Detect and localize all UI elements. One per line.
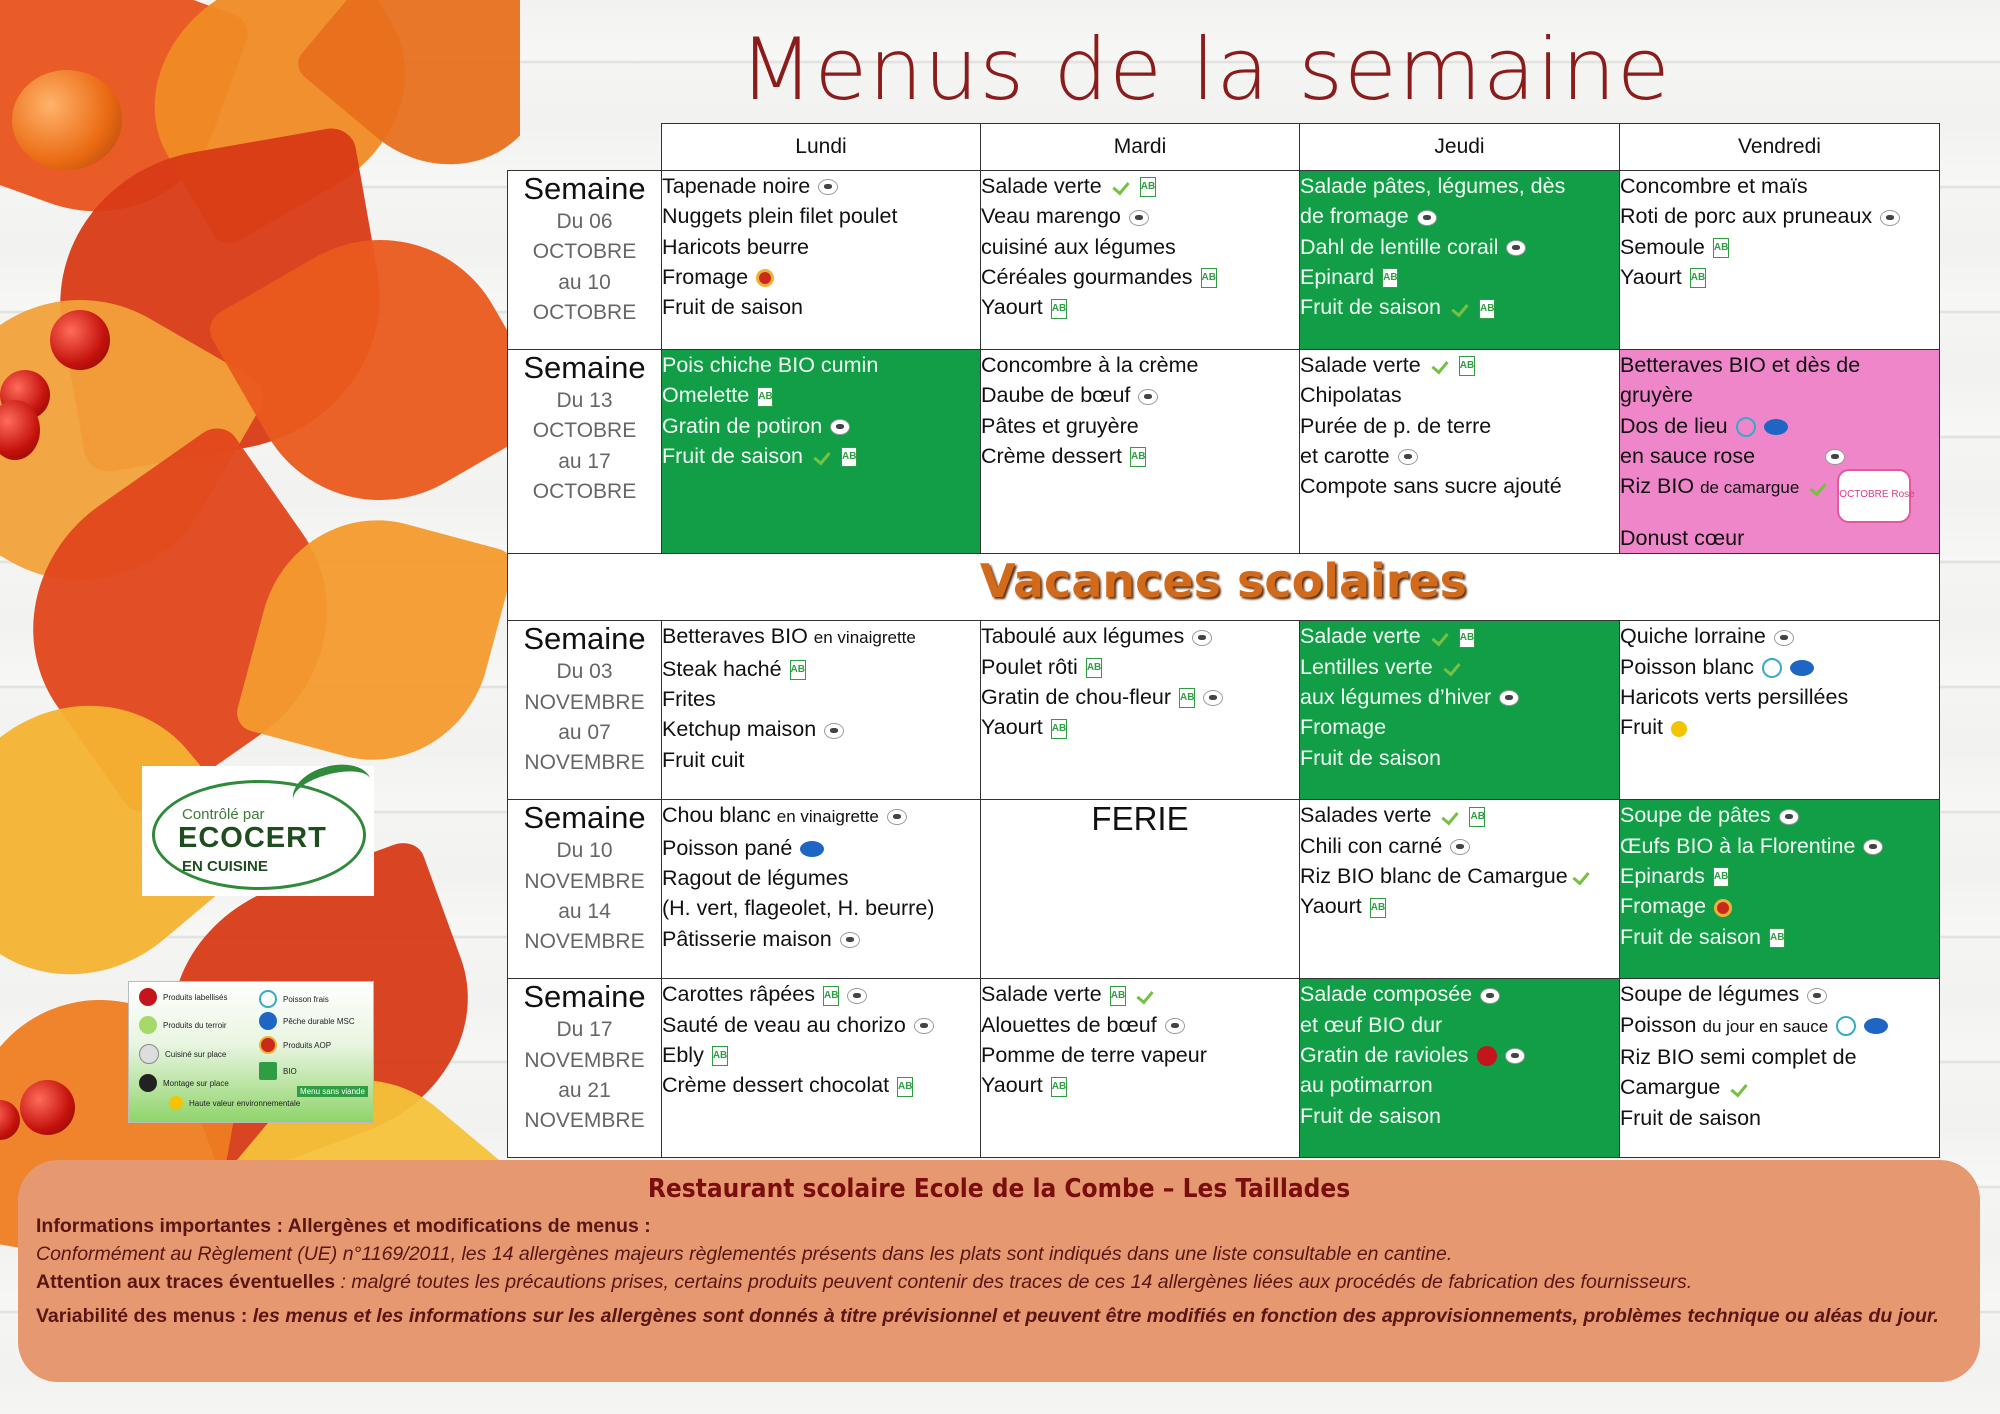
legend-label: Haute valeur environnementale: [189, 1098, 301, 1108]
cuisine-sur-place-icon: [1203, 690, 1223, 706]
menu-cell: Concombre à la crème Daube de bœuf Pâtes et gruyère Crème dessert AB: [981, 350, 1300, 554]
poisson-frais-icon: [1836, 1016, 1856, 1036]
days-header-row: [508, 124, 1940, 171]
menu-cell-vegetarian: Salade verte AB Lentilles verte aux légumes d’hiver Fromage Fruit de saison: [1300, 621, 1620, 800]
bio-icon: AB: [1201, 268, 1217, 288]
terroir-icon: [139, 1016, 157, 1034]
legend-label: Pêche durable MSC: [283, 1016, 355, 1026]
cuisine-sur-place-icon: [139, 1044, 159, 1064]
bio-icon: AB: [1051, 1077, 1067, 1097]
header-corner: [508, 124, 662, 171]
terroir-icon: [1429, 630, 1451, 646]
cuisine-sur-place-icon: [824, 723, 844, 739]
week-label: Semaine Du 06 OCTOBRE au 10 OCTOBRE: [508, 171, 662, 350]
week-label: Semaine Du 13 OCTOBRE au 17 OCTOBRE: [508, 350, 662, 554]
menu-cell-vegetarian: Salade pâtes, légumes, dès de fromage Dahl de lentille corail Epinard AB Fruit de saison AB: [1300, 171, 1620, 350]
hve-icon: [169, 1096, 183, 1110]
legend-label: Menu sans viande: [297, 1086, 368, 1097]
ecocert-line1: Contrôlé par: [182, 806, 265, 823]
terroir-icon: [1134, 988, 1156, 1004]
bio-icon: AB: [790, 660, 806, 680]
cuisine-sur-place-icon: [1880, 210, 1900, 226]
legend-label: Cuisiné sur place: [165, 1049, 227, 1059]
week-row: [508, 800, 1940, 979]
bio-icon: AB: [823, 986, 839, 1006]
legend-label: Produits labellisés: [163, 992, 228, 1002]
menu-cell: Tapenade noire Nuggets plein filet poulet Haricots beurre Fromage Fruit de saison: [662, 171, 981, 350]
day-header: Vendredi: [1620, 124, 1940, 171]
cuisine-sur-place-icon: [1192, 630, 1212, 646]
week-row: [508, 171, 1940, 350]
menu-cell: Salades verte AB Chili con carné Riz BIO blanc de Camargue Yaourt AB: [1300, 800, 1620, 979]
bio-icon: [259, 1062, 277, 1080]
cuisine-sur-place-icon: [887, 809, 907, 825]
week-row: [508, 621, 1940, 800]
bio-icon: AB: [1051, 719, 1067, 739]
terroir-icon: [1570, 869, 1592, 885]
terroir-icon: [1449, 301, 1471, 317]
cuisine-sur-place-icon: [1450, 839, 1470, 855]
menu-cell: Salade verte AB Chipolatas Purée de p. de terre et carotte Compote sans sucre ajouté: [1300, 350, 1620, 554]
menu-cell-vegetarian: Pois chiche BIO cumin Omelette AB Gratin de potiron Fruit de saison AB: [662, 350, 981, 554]
menu-cell: Salade verte AB Alouettes de bœuf Pomme de terre vapeur Yaourt AB: [981, 979, 1300, 1158]
bio-icon: AB: [1382, 268, 1398, 288]
bio-icon: AB: [1459, 628, 1475, 648]
bio-icon: AB: [1459, 356, 1475, 376]
terroir-icon: [1728, 1081, 1750, 1097]
menu-cell: Carottes râpées AB Sauté de veau au chorizo Ebly AB Crème dessert chocolat AB: [662, 979, 981, 1158]
bio-icon: AB: [1713, 238, 1729, 258]
week-label: Semaine Du 17 NOVEMBRE au 21 NOVEMBRE: [508, 979, 662, 1158]
hve-icon: [1671, 721, 1687, 737]
variab-text: les menus et les informations sur les allergènes sont donnés à titre prévisionnel et peuvent être modifiés en fonction des approvisionnements, problèmes technique ou aléas du jour.: [252, 1305, 1939, 1327]
legend-label: Produits AOP: [283, 1040, 332, 1050]
ecocert-logo: [142, 766, 374, 896]
variab-heading: Variabilité des menus :: [36, 1305, 253, 1327]
info-text: Conformément au Règlement (UE) n°1169/2011, les 14 allergènes majeurs règlementés présents dans les plats sont indiqués dans une liste consultable en cantine.: [36, 1243, 1453, 1265]
cuisine-sur-place-icon: [914, 1018, 934, 1034]
info-heading: Informations importantes : Allergènes et modifications de menus :: [36, 1215, 651, 1237]
msc-icon: [1764, 419, 1788, 435]
week-label: Semaine Du 10 NOVEMBRE au 14 NOVEMBRE: [508, 800, 662, 979]
menu-table: [507, 123, 1940, 1158]
terroir-icon: [1807, 480, 1829, 496]
bio-icon: AB: [1370, 898, 1386, 918]
footer-info: [18, 1160, 1980, 1382]
label-rouge-icon: [1477, 1046, 1497, 1066]
aop-icon: [259, 1036, 277, 1054]
terroir-icon: [1429, 358, 1451, 374]
bio-icon: AB: [1051, 299, 1067, 319]
poisson-frais-icon: [1762, 658, 1782, 678]
cuisine-sur-place-icon: [1506, 240, 1526, 256]
week-label: Semaine Du 03 NOVEMBRE au 07 NOVEMBRE: [508, 621, 662, 800]
cuisine-sur-place-icon: [1863, 839, 1883, 855]
montage-icon: [139, 1074, 157, 1092]
poisson-frais-icon: [1736, 417, 1756, 437]
cuisine-sur-place-icon: [1129, 210, 1149, 226]
cuisine-sur-place-icon: [1417, 210, 1437, 226]
ferie-cell: FERIE: [981, 800, 1300, 979]
ecocert-line2: ECOCERT: [178, 822, 327, 854]
msc-icon: [800, 841, 824, 857]
cuisine-sur-place-icon: [818, 179, 838, 195]
label-rouge-icon: [139, 988, 157, 1006]
menu-cell: Salade verte AB Veau marengo cuisiné aux légumes Céréales gourmandes AB Yaourt AB: [981, 171, 1300, 350]
day-header: Mardi: [981, 124, 1300, 171]
bio-icon: AB: [712, 1046, 728, 1066]
bio-icon: AB: [1769, 928, 1785, 948]
cuisine-sur-place-icon: [1165, 1018, 1185, 1034]
bio-icon: AB: [1086, 658, 1102, 678]
cuisine-sur-place-icon: [1499, 690, 1519, 706]
week-row: [508, 979, 1940, 1158]
menu-cell-octobre-rose: Betteraves BIO et dès de gruyère Dos de lieu en sauce rose Riz BIO de camargue OCTOBRE Rose Donust cœur: [1620, 350, 1940, 554]
bio-icon: AB: [1479, 299, 1495, 319]
vacances-row: [508, 554, 1940, 621]
bio-icon: AB: [1469, 807, 1485, 827]
menu-cell-vegetarian: Soupe de pâtes Œufs BIO à la Florentine Epinards AB Fromage Fruit de saison AB: [1620, 800, 1940, 979]
legend-label: BIO: [283, 1066, 297, 1076]
bio-icon: AB: [1130, 447, 1146, 467]
msc-icon: [259, 1012, 277, 1030]
vacances-banner: Vacances scolaires: [508, 554, 1940, 621]
traces-heading: Attention aux traces éventuelles: [36, 1271, 336, 1293]
menu-cell: Soupe de légumes Poisson du jour en sauce Riz BIO semi complet de Camargue Fruit de saison: [1620, 979, 1940, 1158]
page-title: Menus de la semaine: [739, 20, 1671, 120]
bio-icon: AB: [1179, 688, 1195, 708]
bio-icon: AB: [1690, 268, 1706, 288]
msc-icon: [1864, 1018, 1888, 1034]
octobre-rose-badge: OCTOBRE Rose: [1837, 469, 1911, 523]
cuisine-sur-place-icon: [1138, 389, 1158, 405]
cuisine-sur-place-icon: [1825, 449, 1845, 465]
cuisine-sur-place-icon: [1774, 630, 1794, 646]
bio-icon: AB: [1110, 986, 1126, 1006]
cuisine-sur-place-icon: [830, 419, 850, 435]
footer-title: Restaurant scolaire Ecole de la Combe – Les Taillades: [647, 1174, 1351, 1204]
ecocert-line3: EN CUISINE: [182, 858, 268, 875]
bio-icon: AB: [841, 447, 857, 467]
bio-icon: AB: [757, 387, 773, 407]
cuisine-sur-place-icon: [1807, 988, 1827, 1004]
menu-cell: Concombre et maïs Roti de porc aux pruneaux Semoule AB Yaourt AB: [1620, 171, 1940, 350]
bio-icon: AB: [1140, 177, 1156, 197]
traces-text: : malgré toutes les précautions prises, certains produits peuvent contenir des traces de ces 14 allergènes liées aux procédés de fabrication des fournisseurs.: [335, 1271, 1693, 1293]
cuisine-sur-place-icon: [1398, 449, 1418, 465]
poisson-frais-icon: [259, 990, 277, 1008]
legend-label: Poisson frais: [283, 994, 329, 1004]
icon-legend: [128, 981, 374, 1123]
cuisine-sur-place-icon: [1779, 809, 1799, 825]
terroir-icon: [1441, 660, 1463, 676]
legend-label: Produits du terroir: [163, 1020, 227, 1030]
aop-icon: [756, 269, 774, 287]
cuisine-sur-place-icon: [847, 988, 867, 1004]
aop-icon: [1714, 899, 1732, 917]
week-row: [508, 350, 1940, 554]
cuisine-sur-place-icon: [1480, 988, 1500, 1004]
cuisine-sur-place-icon: [1505, 1048, 1525, 1064]
legend-label: Montage sur place: [163, 1078, 229, 1088]
menu-cell: Chou blanc en vinaigrette Poisson pané Ragout de légumes (H. vert, flageolet, H. beurre) Pâtisserie maison: [662, 800, 981, 979]
terroir-icon: [1110, 179, 1132, 195]
menu-cell-vegetarian: Salade composée et œuf BIO dur Gratin de ravioles au potimarron Fruit de saison: [1300, 979, 1620, 1158]
swallow-icon: [287, 756, 377, 823]
msc-icon: [1790, 660, 1814, 676]
bio-icon: AB: [897, 1077, 913, 1097]
day-header: Lundi: [662, 124, 981, 171]
menu-cell: Quiche lorraine Poisson blanc Haricots verts persillées Fruit: [1620, 621, 1940, 800]
terroir-icon: [1439, 809, 1461, 825]
menu-cell: Taboulé aux légumes Poulet rôti AB Gratin de chou-fleur AB Yaourt AB: [981, 621, 1300, 800]
terroir-icon: [811, 449, 833, 465]
cuisine-sur-place-icon: [840, 932, 860, 948]
menu-cell: Betteraves BIO en vinaigrette Steak haché AB Frites Ketchup maison Fruit cuit: [662, 621, 981, 800]
day-header: Jeudi: [1300, 124, 1620, 171]
bio-icon: AB: [1713, 867, 1729, 887]
